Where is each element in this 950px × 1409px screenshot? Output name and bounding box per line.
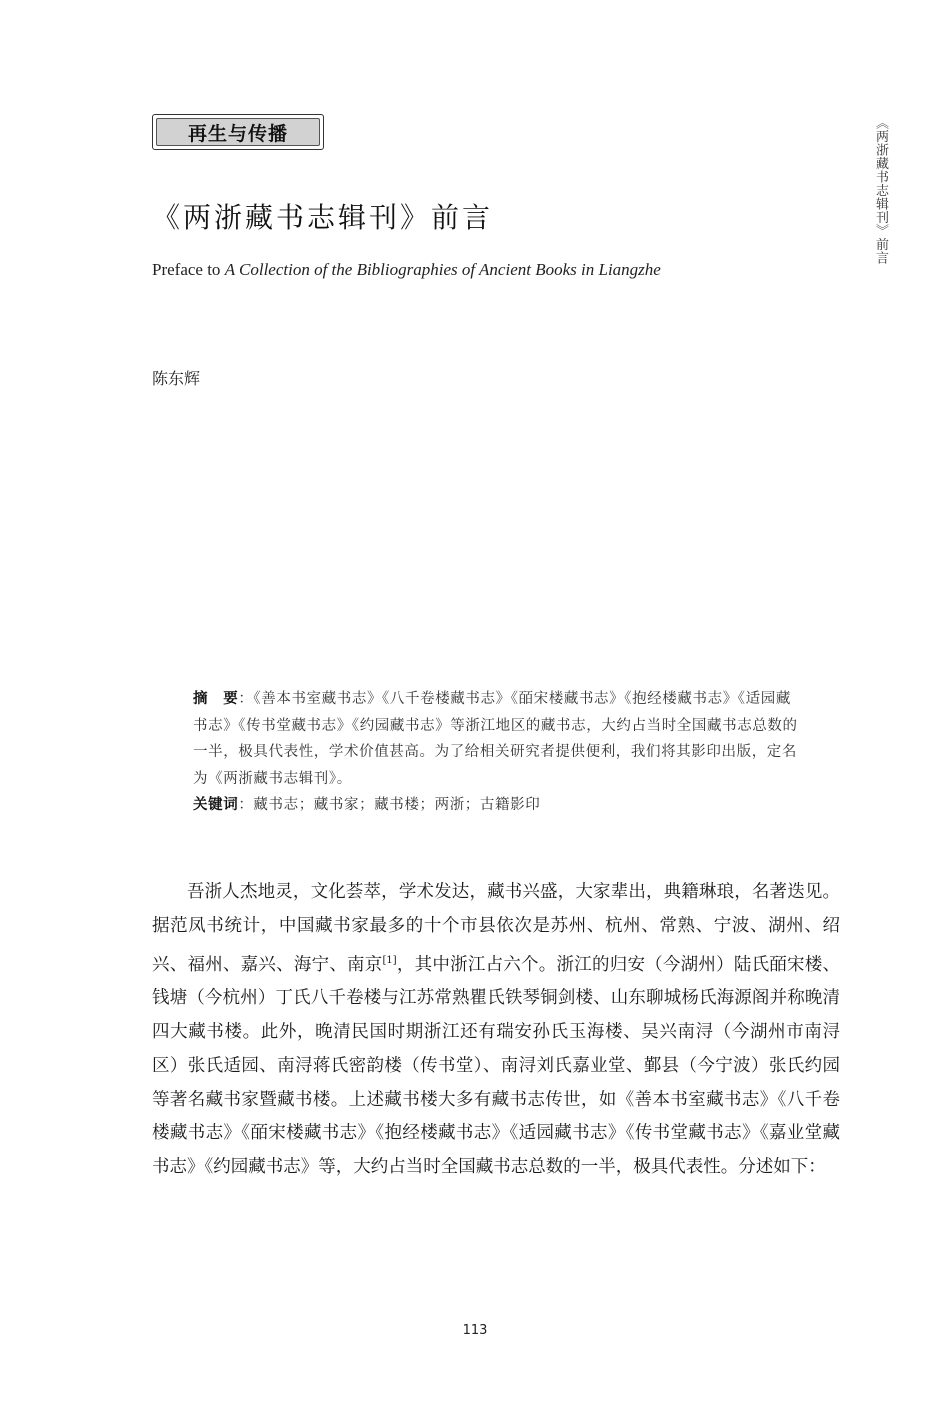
english-title-prefix: Preface to (152, 260, 225, 279)
page-number: 113 (462, 1323, 488, 1338)
author: 陈东辉 (152, 369, 201, 388)
abstract (193, 686, 803, 819)
running-head: 《两浙藏书志辑刊》前言 (873, 116, 888, 265)
article-title: 《两浙藏书志辑刊》前言 (152, 201, 494, 234)
english-title (152, 260, 661, 280)
abstract-label: 摘 要 (193, 691, 239, 707)
body-text-part2: ，其中浙江占六个。浙江的归安（今湖州）陆氏皕宋楼、钱塘（今杭州）丁氏八千卷楼与江苏常熟瞿氏铁琴铜剑楼、山东聊城杨氏海源阁并称晚清四大藏书楼。此外，晚清民国时期浙江还有瑞安孙氏玉海楼、吴兴南浔（今湖州市南浔区）张氏适园、南浔蒋氏密韵楼（传书堂）、南浔刘氏嘉业堂、鄞县（今宁波）张氏约园等著名藏书家暨藏书楼。上述藏书楼大多有藏书志传世，如《善本书室藏书志》《八千卷楼藏书志》《皕宋楼藏书志》《抱经楼藏书志》《适园藏书志》《传书堂藏书志》《嘉业堂藏书志》《约园藏书志》等，大约占当时全国藏书志总数的一半，极具代表性。分述如下： (152, 954, 841, 1178)
body-paragraph (152, 876, 840, 1185)
section-tag (152, 114, 324, 150)
english-title-italic: A Collection of the Bibliographies of Ancient Books in Liangzhe (224, 260, 661, 279)
section-tag-label: 再生与传播 (156, 118, 320, 146)
abstract-text: ：《善本书室藏书志》《八千卷楼藏书志》《皕宋楼藏书志》《抱经楼藏书志》《适园藏书志》《传书堂藏书志》《约园藏书志》等浙江地区的藏书志，大约占当时全国藏书志总数的一半，极具代表性，学术价值甚高。为了给相关研究者提供便利，我们将其影印出版，定名为《两浙藏书志辑刊》。 (193, 691, 798, 787)
body-text-part1: 吾浙人杰地灵，文化荟萃，学术发达，藏书兴盛，大家辈出，典籍琳琅，名著迭见。据范凤书统计，中国藏书家最多的十个市县依次是苏州、杭州、常熟、宁波、湖州、绍兴、福州、嘉兴、海宁、南京 (152, 882, 840, 975)
keywords-text: ：藏书志；藏书家；藏书楼；两浙；古籍影印 (238, 797, 541, 813)
body-text (152, 876, 840, 1185)
footnote-ref[interactable]: [1] (382, 954, 397, 966)
keywords-label: 关键词 (193, 797, 239, 813)
keywords-paragraph (193, 792, 803, 819)
abstract-paragraph (193, 686, 803, 792)
